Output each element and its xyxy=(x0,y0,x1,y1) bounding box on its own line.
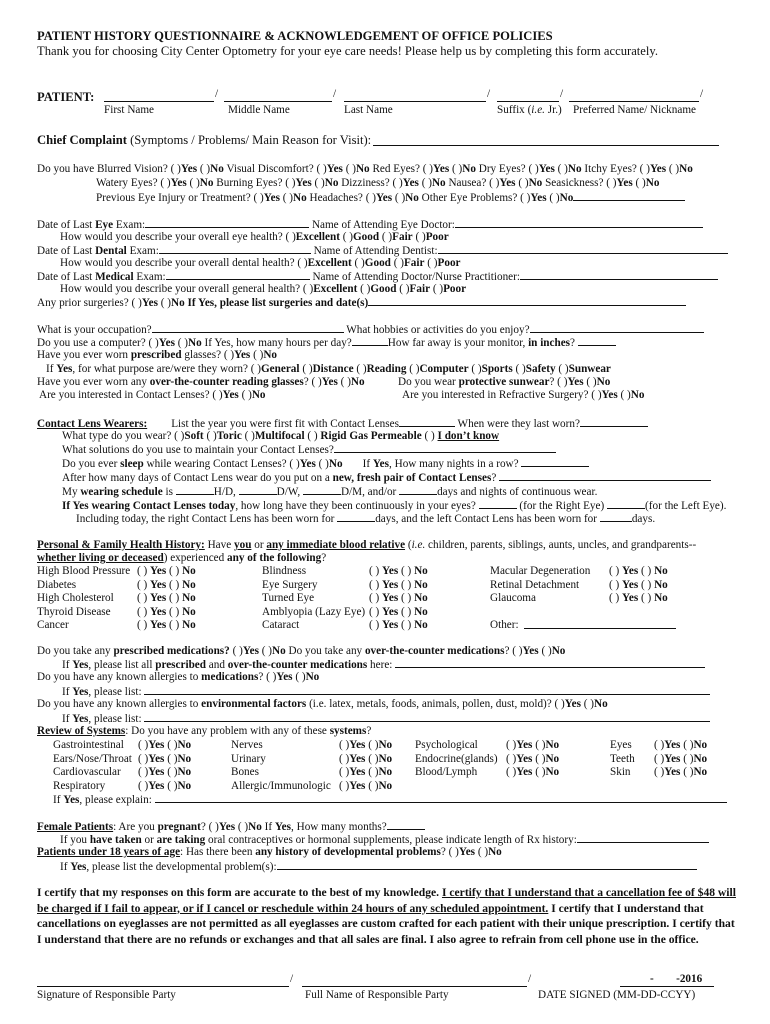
suffix-caption: Suffix (i.e. Jr.) xyxy=(497,104,562,116)
family-condition-yes-no[interactable]: ( ) Yes ( ) No xyxy=(137,578,196,591)
date-value: - -2016 xyxy=(650,973,703,985)
general-health-row: How would you describe your overall general health? ( )Excellent ( )Good ( )Fair ( )Poor xyxy=(60,283,467,295)
middle-name-field[interactable] xyxy=(224,101,332,102)
system-yes-no[interactable]: ( )Yes ( )No xyxy=(339,779,393,792)
system-label: Skin xyxy=(610,766,631,778)
family-condition-label: Turned Eye xyxy=(262,592,315,604)
family-condition-label: Cataract xyxy=(262,619,300,631)
contact-type-row: What type do you wear? ( )Soft ( )Toric ( )Multifocal ( ) Rigid Gas Permeable ( ) I don’t know xyxy=(62,430,500,442)
system-yes-no[interactable]: ( )Yes ( )No xyxy=(339,766,393,778)
system-label: Blood/Lymph xyxy=(415,766,478,778)
under-18-row: Patients under 18 years of age: Has there been any history of developmental problems? ( )Yes ( )No xyxy=(37,846,502,858)
family-condition-yes-no[interactable]: ( ) Yes ( ) No xyxy=(137,592,196,604)
ros-heading: Review of Systems: Do you have any problem with any of these systems? xyxy=(37,725,372,737)
family-condition-label: Other: xyxy=(490,619,519,631)
oral-contraceptive-row: If you have taken or are taking oral contraceptives or hormonal supplements, please indicate length of Rx history: xyxy=(60,833,709,847)
computer-row: Do you use a computer? ( )Yes ( )No If Yes, how many hours per day? How far away is your monitor, in inches? xyxy=(37,336,616,350)
family-condition-yes-no[interactable]: ( ) Yes ( ) No xyxy=(609,565,668,577)
signature-field[interactable] xyxy=(37,986,289,987)
system-yes-no[interactable]: ( )Yes ( )No xyxy=(339,739,393,751)
family-condition-label: Glaucoma xyxy=(490,592,536,604)
family-history-q1: Personal & Family Health History: Have you or any immediate blood relative (i.e. children, parents, siblings, aunts, uncles, and grandparents-- xyxy=(37,539,697,551)
refractive-interest-row: Are you interested in Refractive Surgery? ( )Yes ( )No xyxy=(402,389,645,401)
family-condition-label: Eye Surgery xyxy=(262,578,318,591)
contact-fresh-row: After how many days of Contact Lens wear do you put on a new, fresh pair of Contact Lenses? xyxy=(62,471,711,485)
family-condition-label: Blindness xyxy=(262,565,307,577)
slash: / xyxy=(700,88,704,100)
date-caption: DATE SIGNED (MM-DD-CCYY) xyxy=(538,989,696,1001)
family-condition-yes-no[interactable]: ( ) Yes ( ) No xyxy=(609,592,668,604)
family-condition-yes-no[interactable]: ( ) Yes ( ) No xyxy=(369,592,428,604)
symptoms-row-2: Watery Eyes? ( )Yes ( )No Burning Eyes? ( )Yes ( )No Dizziness? ( )Yes ( )No Nausea? ( )Yes ( )No Seasickness? ( )Yes ( )No xyxy=(96,177,660,189)
contact-interest-row: Are you interested in Contact Lenses? ( )Yes ( )No xyxy=(39,389,266,401)
family-condition-yes-no[interactable]: ( ) Yes ( ) No xyxy=(137,565,196,577)
medications-row: Do you take any prescribed medications? ( )Yes ( )No Do you take any over-the-counter medications? ( )Yes ( )No xyxy=(37,645,566,657)
system-label: Nerves xyxy=(231,739,263,751)
system-label: Ears/Nose/Throat xyxy=(53,752,132,765)
family-condition-label: Amblyopia (Lazy Eye) xyxy=(262,605,366,618)
med-allergy-list: If Yes, please list: xyxy=(62,685,710,699)
suffix-field[interactable] xyxy=(497,101,559,102)
system-yes-no[interactable]: ( )Yes ( )No xyxy=(506,752,560,765)
system-yes-no[interactable]: ( )Yes ( )No xyxy=(138,739,192,751)
other-field[interactable] xyxy=(524,628,676,629)
system-label: Psychological xyxy=(415,739,478,751)
patient-label: PATIENT: xyxy=(37,90,95,104)
family-condition-yes-no[interactable]: ( ) Yes ( ) No xyxy=(369,578,428,591)
intro-text: Thank you for choosing City Center Optometry for your eye care needs! Please help us by completing this form accurately. xyxy=(37,44,658,58)
family-condition-yes-no[interactable]: ( ) Yes ( ) No xyxy=(609,578,668,591)
date-signed-field[interactable] xyxy=(620,986,714,987)
last-name-field[interactable] xyxy=(344,101,486,102)
env-allergy-row: Do you have any known allergies to environmental factors (i.e. latex, metals, foods, animals, pollen, dust, mold)? ( )Yes ( )No xyxy=(37,698,608,710)
family-condition-label: Diabetes xyxy=(37,578,77,591)
slash: / xyxy=(560,88,564,100)
slash: / xyxy=(290,973,294,985)
dental-health-row: How would you describe your overall dental health? ( )Excellent ( )Good ( )Fair ( )Poor xyxy=(60,257,461,269)
family-history-q2: whether living or deceased) experienced any of the following? xyxy=(37,552,327,564)
surgeries-row: Any prior surgeries? ( )Yes ( )No If Yes, please list surgeries and date(s) xyxy=(37,296,686,310)
family-condition-label: Macular Degeneration xyxy=(490,565,591,577)
female-row: Female Patients: Are you pregnant? ( )Yes ( )No If Yes, How many months? xyxy=(37,820,425,834)
system-yes-no[interactable]: ( )Yes ( )No xyxy=(506,766,560,778)
slash: / xyxy=(215,88,219,100)
system-label: Bones xyxy=(231,766,259,778)
slash: / xyxy=(528,973,532,985)
glasses-row: Have you ever worn prescribed glasses? ( )Yes ( )No xyxy=(37,349,278,361)
med-list-row: If Yes, please list all prescribed and over-the-counter medications here: xyxy=(62,658,705,672)
ros-explain: If Yes, please explain: xyxy=(53,793,727,807)
full-name-caption: Full Name of Responsible Party xyxy=(305,989,449,1001)
symptoms-row-1: Do you have Blurred Vision? ( )Yes ( )No Visual Discomfort? ( )Yes ( )No Red Eyes? ( )Yes ( )No Dry Eyes? ( )Yes ( )No Itchy Eyes? ( )Yes ( )No xyxy=(37,163,693,175)
family-condition-label: High Cholesterol xyxy=(37,592,114,604)
worn-days-row: Including today, the right Contact Lens has been worn for days, and the left Contact Lens has been worn for days. xyxy=(76,513,656,525)
system-yes-no[interactable]: ( )Yes ( )No xyxy=(138,779,192,792)
glasses-purpose-row: If Yes, for what purpose are/were they worn? ( )General ( )Distance ( )Reading ( )Computer ( )Sports ( )Safety ( )Sunwear xyxy=(46,363,611,375)
last-name-caption: Last Name xyxy=(344,104,393,116)
family-condition-label: Thyroid Disease xyxy=(37,605,111,618)
eye-exam-row: Date of Last Eye Exam: Name of Attending Eye Doctor: xyxy=(37,218,703,232)
nickname-caption: Preferred Name/ Nickname xyxy=(573,104,697,116)
system-label: Eyes xyxy=(610,739,632,751)
medical-exam-row: Date of Last Medical Exam: Name of Attending Doctor/Nurse Practitioner: xyxy=(37,270,718,284)
developmental-list: If Yes, please list the developmental problem(s): xyxy=(60,860,697,874)
med-allergy-row: Do you have any known allergies to medications? ( )Yes ( )No xyxy=(37,671,320,683)
chief-complaint: Chief Complaint (Symptoms / Problems/ Main Reason for Visit): xyxy=(37,133,372,147)
family-condition-label: Cancer xyxy=(37,619,69,631)
sunwear-row: Do you wear protective sunwear? ( )Yes ( )No xyxy=(398,376,611,388)
system-label: Teeth xyxy=(610,752,635,765)
wearing-schedule-row: My wearing schedule is H/D, D/W, D/M, and/or days and nights of continuous wear. xyxy=(62,486,598,498)
first-name-field[interactable] xyxy=(104,101,214,102)
family-condition-yes-no[interactable]: ( ) Yes ( ) No xyxy=(137,605,196,618)
certification-text: I certify that my responses on this form are accurate to the best of my knowledge. I certify that I understand that a cancellation fee of $48 will be charged if I fail to appear, or if I cancel or reschedule within 24 hours of any scheduled appointment. I certify that I understand that cancellations on eyeglasses are not permitted as all eyeglasses are custom crafted for each patient with their unique prescription. I certify that I understand that there are no refunds or exchanges and that all sales are final. I also agree to refrain from cell phone use in the office. xyxy=(37,886,736,946)
slash: / xyxy=(333,88,337,100)
system-yes-no[interactable]: ( )Yes ( )No xyxy=(138,766,192,778)
system-yes-no[interactable]: ( )Yes ( )No xyxy=(138,752,192,765)
family-condition-label: High Blood Pressure xyxy=(37,565,131,577)
system-yes-no[interactable]: ( )Yes ( )No xyxy=(506,739,560,751)
dental-exam-row: Date of Last Dental Exam: Name of Attending Dentist: xyxy=(37,244,728,258)
env-allergy-list: If Yes, please list: xyxy=(62,712,710,726)
slash: / xyxy=(487,88,491,100)
system-label: Respiratory xyxy=(53,779,106,792)
family-condition-label: Retinal Detachment xyxy=(490,578,580,591)
signature-caption: Signature of Responsible Party xyxy=(37,989,176,1001)
wearing-today-row: If Yes wearing Contact Lenses today, how long have they been continuously in your eyes? (for the Right Eye) (for the Left Eye). xyxy=(62,500,727,512)
system-yes-no[interactable]: ( )Yes ( )No xyxy=(654,739,708,751)
system-yes-no[interactable]: ( )Yes ( )No xyxy=(654,766,708,778)
eye-health-row: How would you describe your overall eye health? ( )Excellent ( )Good ( )Fair ( )Poor xyxy=(60,231,449,243)
symptoms-row-3: Previous Eye Injury or Treatment? ( )Yes ( )No Headaches? ( )Yes ( )No Other Eye Problems? ( )Yes ( )No xyxy=(96,191,685,205)
nickname-field[interactable] xyxy=(569,101,699,102)
family-condition-yes-no[interactable]: ( ) Yes ( ) No xyxy=(137,619,196,631)
form-title: PATIENT HISTORY QUESTIONNAIRE & ACKNOWLEDGEMENT OF OFFICE POLICIES xyxy=(37,29,553,43)
system-label: Allergic/Immunologic xyxy=(231,779,331,792)
occupation-row: What is your occupation? What hobbies or activities do you enjoy? xyxy=(37,323,704,337)
contact-sleep-row: Do you ever sleep while wearing Contact Lenses? ( )Yes ( )No If Yes, How many nights in a row? xyxy=(62,457,589,471)
otc-glasses-row: Have you ever worn any over-the-counter reading glasses? ( )Yes ( )No xyxy=(37,376,365,388)
system-label: Gastrointestinal xyxy=(53,739,124,751)
family-condition-yes-no[interactable]: ( ) Yes ( ) No xyxy=(369,605,428,618)
family-condition-yes-no[interactable]: ( ) Yes ( ) No xyxy=(369,619,428,631)
system-yes-no[interactable]: ( )Yes ( )No xyxy=(654,752,708,765)
contact-solution-row: What solutions do you use to maintain your Contact Lenses? xyxy=(62,443,556,457)
system-label: Cardiovascular xyxy=(53,766,121,778)
contact-lens-first-row: Contact Lens Wearers: List the year you were first fit with Contact Lenses When were they last worn? xyxy=(37,417,648,431)
full-name-field[interactable] xyxy=(302,986,527,987)
middle-name-caption: Middle Name xyxy=(228,104,290,116)
system-label: Urinary xyxy=(231,752,266,765)
family-condition-yes-no[interactable]: ( ) Yes ( ) No xyxy=(369,565,428,577)
first-name-caption: First Name xyxy=(104,104,155,116)
system-label: Endocrine(glands) xyxy=(415,752,498,765)
chief-complaint-field[interactable] xyxy=(373,145,719,146)
system-yes-no[interactable]: ( )Yes ( )No xyxy=(339,752,393,765)
